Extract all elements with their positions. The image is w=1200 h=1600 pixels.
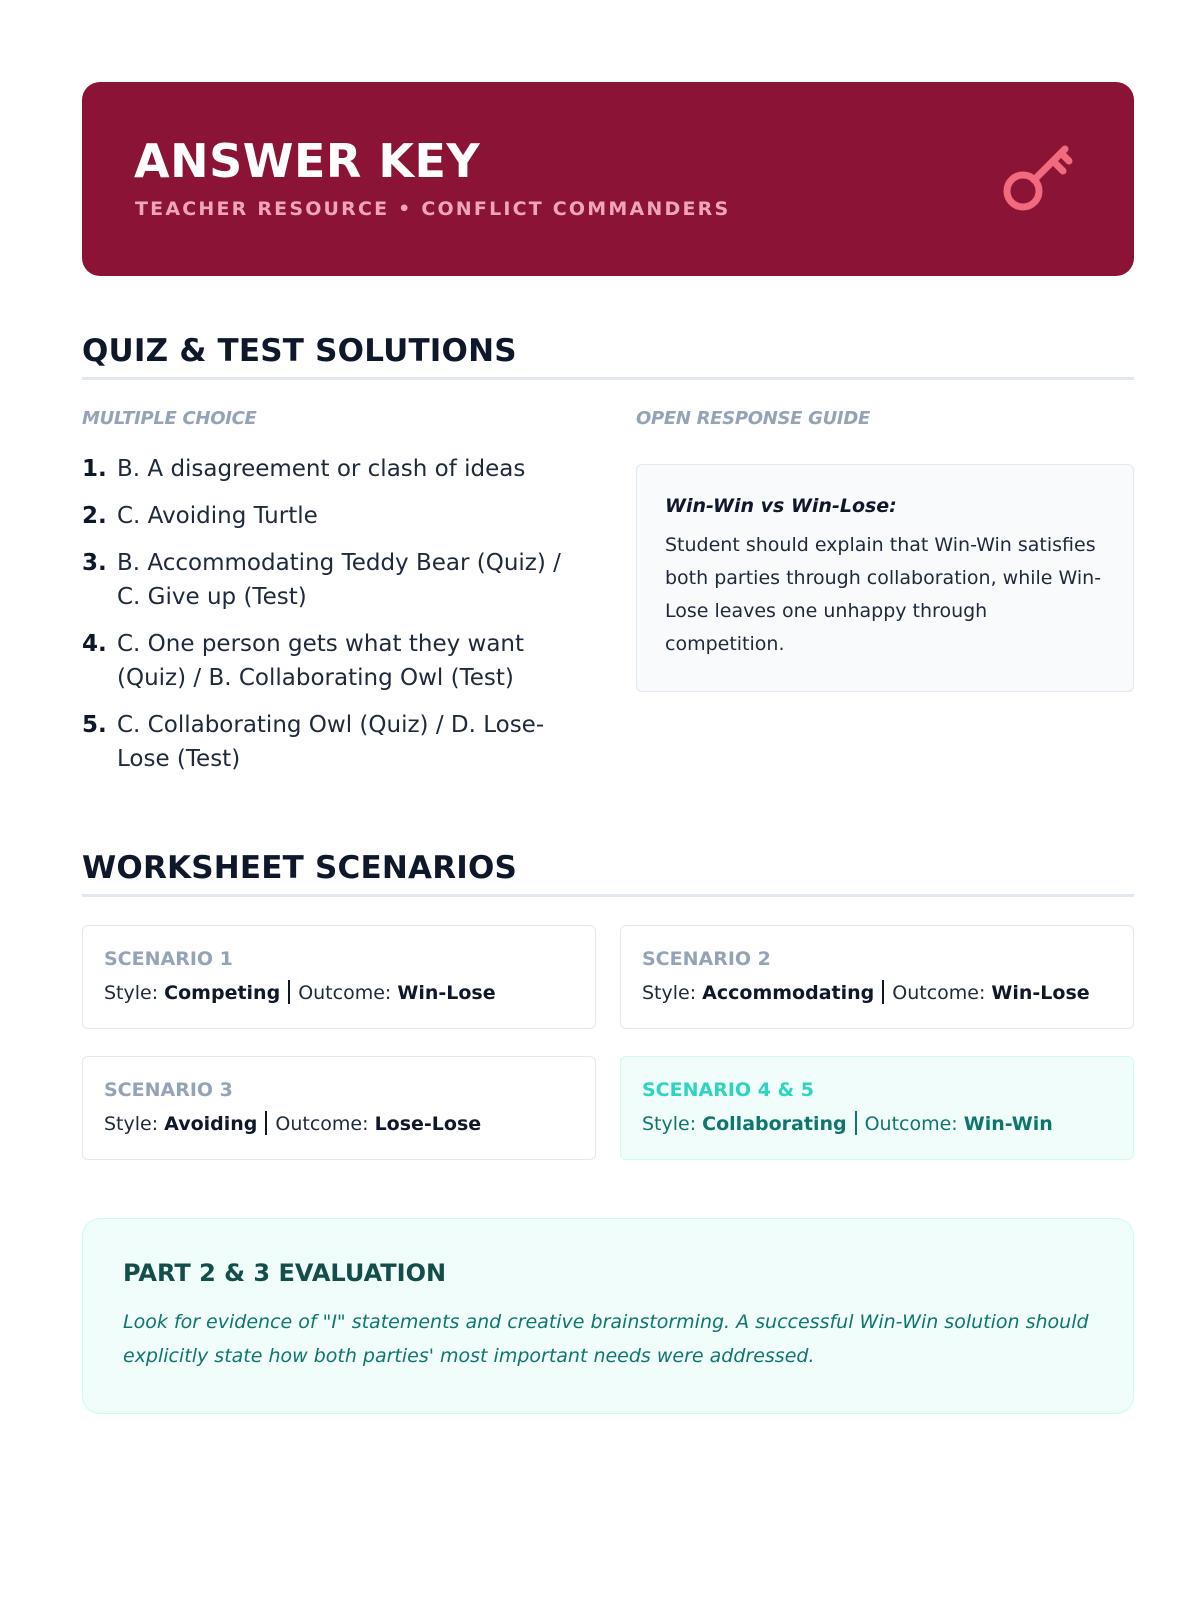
- outcome-prefix: Outcome:: [892, 982, 986, 1004]
- scenario-card-3: [82, 1056, 596, 1160]
- scenario-outcome: Win-Win: [963, 1113, 1053, 1135]
- scenario-label: SCENARIO 2: [642, 948, 771, 970]
- scenario-detail: [104, 1111, 574, 1135]
- list-item: [82, 627, 572, 695]
- page-title: ANSWER KEY: [134, 134, 481, 188]
- separator: [882, 980, 884, 1004]
- evaluation-text: Look for evidence of "I" statements and creative brainstorming. A successful Win-Win solution should explicitly state how both parties' most important needs were addressed.: [123, 1311, 1089, 1367]
- style-prefix: Style:: [642, 982, 697, 1004]
- scenario-detail: [642, 1111, 1112, 1135]
- list-item: [82, 708, 572, 776]
- worksheet-section-title: WORKSHEET SCENARIOS: [82, 850, 518, 886]
- list-item: [82, 452, 572, 486]
- item-number: 3.: [82, 550, 107, 576]
- open-response-heading: Win-Win vs Win-Lose:: [665, 495, 897, 517]
- evaluation-title: PART 2 & 3 EVALUATION: [123, 1259, 447, 1287]
- item-answer: C. Collaborating Owl (Quiz) / D. Lose-Lose (Test): [117, 712, 545, 772]
- scenario-style: Collaborating: [702, 1113, 847, 1135]
- style-prefix: Style:: [104, 1113, 159, 1135]
- separator: [855, 1111, 857, 1135]
- key-icon: [999, 137, 1079, 217]
- item-answer: B. Accommodating Teddy Bear (Quiz) / C. Give up (Test): [117, 550, 561, 610]
- list-item: [82, 499, 572, 533]
- quiz-section-title: QUIZ & TEST SOLUTIONS: [82, 333, 517, 369]
- scenario-card-4-5: [620, 1056, 1134, 1160]
- style-prefix: Style:: [104, 982, 159, 1004]
- open-response-label: OPEN RESPONSE GUIDE: [636, 408, 870, 429]
- item-answer: C. Avoiding Turtle: [117, 503, 318, 529]
- item-number: 4.: [82, 631, 107, 657]
- multiple-choice-label: MULTIPLE CHOICE: [82, 408, 257, 429]
- evaluation-box: [82, 1218, 1134, 1414]
- multiple-choice-list: [82, 452, 572, 789]
- scenario-detail: [104, 980, 574, 1004]
- separator: [288, 980, 290, 1004]
- page-subtitle: TEACHER RESOURCE • CONFLICT COMMANDERS: [135, 198, 731, 220]
- item-number: 5.: [82, 712, 107, 738]
- item-answer: B. A disagreement or clash of ideas: [117, 456, 526, 482]
- open-response-box: [636, 464, 1134, 692]
- list-item: [82, 546, 572, 614]
- scenario-card-1: [82, 925, 596, 1029]
- open-response-body: Student should explain that Win-Win satisfies both parties through collaboration, while Win-Lose leaves one unhappy through competition.: [665, 534, 1102, 655]
- divider: [82, 894, 1134, 897]
- scenario-style: Competing: [164, 982, 281, 1004]
- divider: [82, 377, 1134, 380]
- outcome-prefix: Outcome:: [864, 1113, 958, 1135]
- separator: [265, 1111, 267, 1135]
- scenario-label: SCENARIO 4 & 5: [642, 1079, 814, 1101]
- item-number: 2.: [82, 503, 107, 529]
- outcome-prefix: Outcome:: [298, 982, 392, 1004]
- scenario-style: Accommodating: [702, 982, 875, 1004]
- scenario-detail: [642, 980, 1112, 1004]
- scenario-outcome: Lose-Lose: [374, 1113, 482, 1135]
- scenario-label: SCENARIO 1: [104, 948, 233, 970]
- item-answer: C. One person gets what they want (Quiz) / B. Collaborating Owl (Test): [117, 631, 525, 691]
- scenario-style: Avoiding: [164, 1113, 258, 1135]
- scenario-label: SCENARIO 3: [104, 1079, 233, 1101]
- scenario-outcome: Win-Lose: [991, 982, 1090, 1004]
- outcome-prefix: Outcome:: [275, 1113, 369, 1135]
- scenario-outcome: Win-Lose: [397, 982, 496, 1004]
- item-number: 1.: [82, 456, 107, 482]
- scenario-card-2: [620, 925, 1134, 1029]
- header-banner: [82, 82, 1134, 276]
- style-prefix: Style:: [642, 1113, 697, 1135]
